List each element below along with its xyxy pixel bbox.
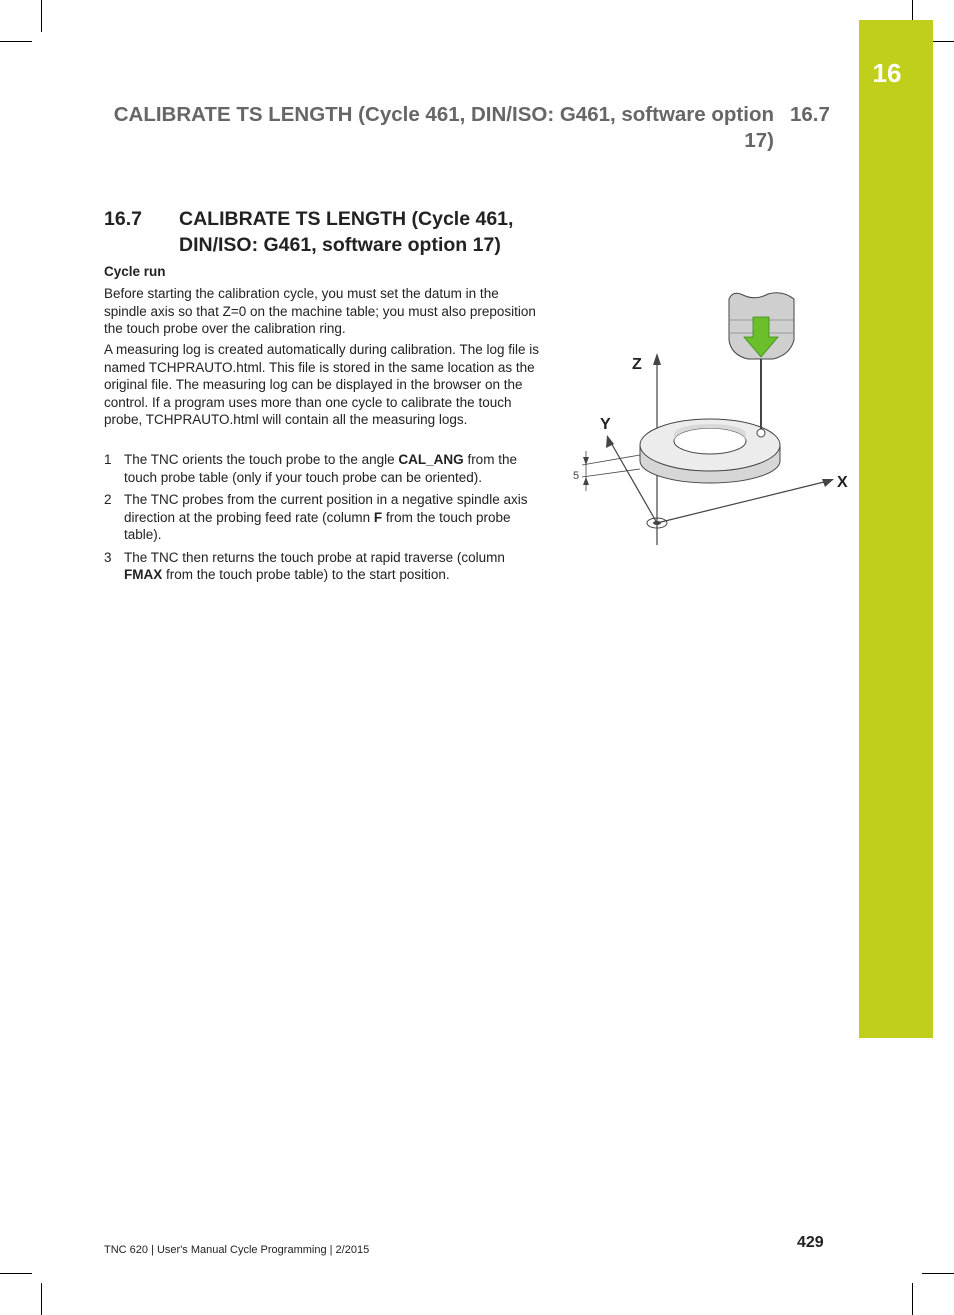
list-item <box>104 451 544 486</box>
z-axis-arrow <box>653 353 661 365</box>
x-axis <box>657 481 828 523</box>
step-number: 1 <box>104 452 112 467</box>
chapter-tab <box>859 20 933 1038</box>
step-text: from the touch probe table) to the start position. <box>162 567 450 582</box>
probe-ball <box>757 429 765 437</box>
step-list <box>104 451 544 589</box>
crop-mark <box>922 1273 954 1274</box>
step-keyword: FMAX <box>124 567 163 582</box>
crop-mark <box>41 0 42 32</box>
cycle-run-heading: Cycle run <box>104 264 166 279</box>
step-text: The TNC then returns the touch probe at rapid traverse (column <box>124 549 505 565</box>
calibration-ring-hole <box>674 428 746 454</box>
section-title-line1: CALIBRATE TS LENGTH (Cycle 461, <box>179 208 514 230</box>
dimension-arrow <box>583 477 589 485</box>
axis-label-z: Z <box>632 356 642 373</box>
chapter-number: 16 <box>872 58 902 88</box>
list-item <box>104 491 544 544</box>
crop-mark <box>912 0 913 20</box>
step-text: from the touch probe table). <box>124 509 511 542</box>
step-text: The TNC probes from the current position in a negative spindle axis direction at the probing feed rate (column <box>124 492 528 525</box>
step-keyword: F <box>373 509 383 525</box>
dimension-line <box>582 455 640 465</box>
section-title <box>179 206 559 258</box>
dimension-label: 5 <box>573 470 580 482</box>
running-header-title <box>110 102 774 154</box>
step-number: 2 <box>104 492 112 507</box>
step-text: The TNC orients the touch probe to the angle <box>124 452 399 467</box>
step-keyword: CAL_ANG <box>398 452 464 467</box>
crop-mark <box>0 41 32 42</box>
paragraph-log <box>104 341 540 429</box>
footer-manual: TNC 620 | User's Manual Cycle Programming | 2/2015 <box>104 1244 370 1256</box>
paragraph-datum <box>104 285 540 338</box>
axis-label-y: Y <box>600 416 611 433</box>
step-number: 3 <box>104 549 112 565</box>
axis-label-x: X <box>837 474 848 491</box>
crop-mark <box>41 1283 42 1315</box>
crop-mark <box>0 1273 32 1274</box>
paragraph-text: Before starting the calibration cycle, you must set the datum in the spindle axis so that Z=0 on the machine table; you must also preposition the touch probe over the calibration ring. <box>104 286 536 336</box>
calibration-figure <box>568 285 848 550</box>
section-number: 16.7 <box>104 208 142 230</box>
section-title-line2: DIN/ISO: G461, software option 17) <box>179 234 501 256</box>
step-text: from the touch probe table (only if your touch probe can be oriented). <box>124 452 517 485</box>
page-number: 429 <box>797 1234 824 1251</box>
paragraph-text: A measuring log is created automatically during calibration. The log file is named TCHPRAUTO.html. This file is stored in the same location as the original file. The measuring log can be displayed in the browser on the control. If a program uses more than one cycle to calibrate the touch probe, TCHPRAUTO.html will contain all the measuring logs. <box>104 342 539 427</box>
running-header-line2: 17) <box>744 129 774 152</box>
datum-symbol-inner <box>653 521 661 525</box>
running-header-line1: CALIBRATE TS LENGTH (Cycle 461, DIN/ISO: G461, software option <box>113 103 774 126</box>
list-item <box>104 549 544 584</box>
x-axis-arrow <box>822 479 834 487</box>
dimension-line <box>582 469 640 477</box>
crop-mark <box>912 1283 913 1315</box>
running-header-section: 16.7 <box>790 103 830 126</box>
